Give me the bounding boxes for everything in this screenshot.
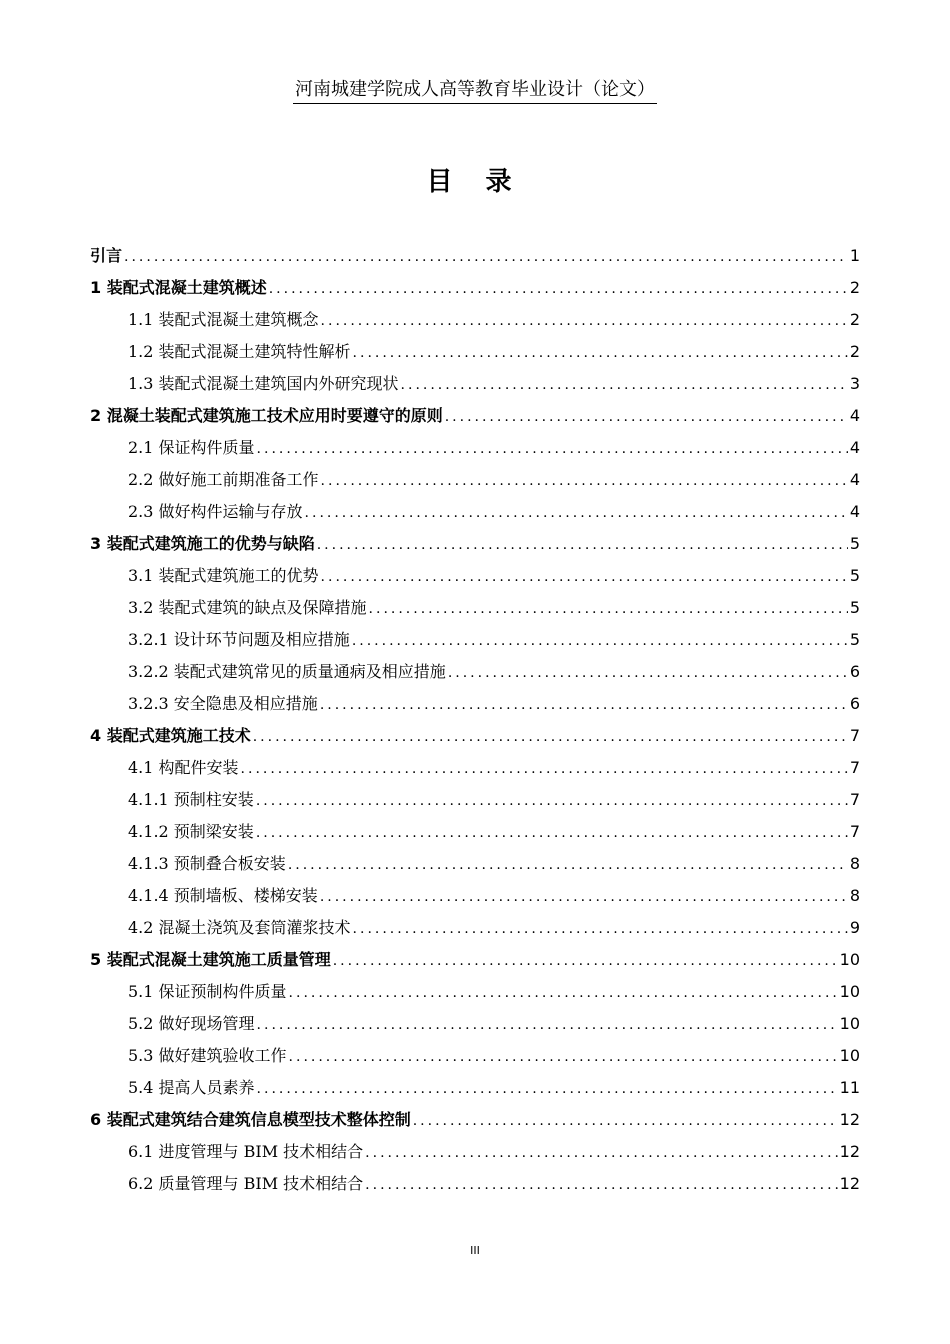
toc-entry-page: 3 [849,374,860,393]
toc-entry[interactable] [90,688,860,720]
toc-entry-title: 2 混凝土装配式建筑施工技术应用时要遵守的原则 [90,406,443,425]
toc-leader-dots [257,433,848,464]
toc-leader-dots [124,241,848,272]
toc-entry-page: 10 [839,1046,860,1065]
toc-leader-dots [321,305,848,336]
toc-entry-page: 4 [849,438,860,457]
toc-entry[interactable] [90,816,860,848]
toc-entry-page: 1 [849,246,860,265]
toc-entry-title: 3.1 装配式建筑施工的优势 [128,566,319,585]
toc-entry-title: 4.2 混凝土浇筑及套筒灌浆技术 [128,918,351,937]
toc-entry-title: 引言 [90,246,123,265]
toc-entry-page: 12 [839,1142,860,1161]
toc-entry-title: 4.1.1 预制柱安装 [128,790,254,809]
toc-leader-dots [320,881,848,912]
toc-leader-dots [256,785,848,816]
toc-entry-page: 5 [849,630,860,649]
toc-entry[interactable] [90,432,860,464]
toc-leader-dots [269,273,848,304]
toc-entry-page: 11 [839,1078,860,1097]
toc-leader-dots [448,657,848,688]
toc-entry[interactable] [90,720,860,752]
toc-leader-dots [257,1073,838,1104]
toc-entry-page: 8 [849,854,860,873]
toc-entry[interactable] [90,976,860,1008]
toc-entry[interactable] [90,400,860,432]
toc-entry-title: 3.2.1 设计环节问题及相应措施 [128,630,350,649]
toc-entry-title: 5.1 保证预制构件质量 [128,982,287,1001]
toc-entry-title: 4 装配式建筑施工技术 [90,726,251,745]
toc-entry-page: 6 [849,694,860,713]
toc-entry[interactable] [90,336,860,368]
toc-entry-page: 7 [849,758,860,777]
toc-entry-title: 4.1.3 预制叠合板安装 [128,854,286,873]
toc-entry[interactable] [90,272,860,304]
toc-entry-title: 4.1.4 预制墙板、楼梯安装 [128,886,318,905]
toc-entry[interactable] [90,592,860,624]
toc-entry-page: 6 [849,662,860,681]
toc-entry[interactable] [90,368,860,400]
toc-entry-title: 4.1 构配件安装 [128,758,239,777]
toc-entry-title: 2.2 做好施工前期准备工作 [128,470,319,489]
toc-leader-dots [321,465,848,496]
toc-entry-title: 3.2.2 装配式建筑常见的质量通病及相应措施 [128,662,446,681]
toc-entry-title: 5.2 做好现场管理 [128,1014,255,1033]
toc-entry[interactable] [90,528,860,560]
toc-entry-title: 2.3 做好构件运输与存放 [128,502,303,521]
toc-entry[interactable] [90,1008,860,1040]
toc-entry-title: 3 装配式建筑施工的优势与缺陷 [90,534,315,553]
toc-entry-page: 5 [849,534,860,553]
toc-leader-dots [321,561,848,592]
toc-entry[interactable] [90,560,860,592]
toc-leader-dots [369,593,848,624]
toc-entry-page: 10 [839,1014,860,1033]
toc-entry[interactable] [90,1104,860,1136]
toc-leader-dots [365,1169,837,1200]
table-of-contents [90,240,860,1200]
toc-entry-title: 3.2 装配式建筑的缺点及保障措施 [128,598,367,617]
toc-leader-dots [288,849,848,880]
toc-leader-dots [253,721,848,752]
toc-entry-title: 2.1 保证构件质量 [128,438,255,457]
toc-leader-dots [241,753,848,784]
toc-entry-title: 5.3 做好建筑验收工作 [128,1046,287,1065]
toc-entry-page: 4 [849,502,860,521]
toc-leader-dots [445,401,848,432]
toc-entry[interactable] [90,496,860,528]
toc-entry-title: 6 装配式建筑结合建筑信息模型技术整体控制 [90,1110,411,1129]
toc-entry-page: 7 [849,726,860,745]
toc-entry-page: 12 [839,1110,860,1129]
toc-entry-title: 1.3 装配式混凝土建筑国内外研究现状 [128,374,399,393]
page-title: 目 录 [426,167,524,197]
toc-entry-title: 6.2 质量管理与 BIM 技术相结合 [128,1174,364,1193]
toc-entry-page: 10 [839,950,860,969]
toc-entry[interactable] [90,752,860,784]
toc-leader-dots [317,529,848,560]
toc-entry-page: 7 [849,822,860,841]
toc-entry-title: 1 装配式混凝土建筑概述 [90,278,267,297]
toc-leader-dots [257,1009,838,1040]
toc-entry-title: 1.1 装配式混凝土建筑概念 [128,310,319,329]
toc-leader-dots [305,497,848,528]
toc-entry[interactable] [90,656,860,688]
toc-entry-title: 5.4 提高人员素养 [128,1078,255,1097]
toc-leader-dots [413,1105,838,1136]
toc-leader-dots [353,913,848,944]
toc-entry-title: 4.1.2 预制梁安装 [128,822,254,841]
toc-entry-page: 5 [849,598,860,617]
toc-entry[interactable] [90,304,860,336]
toc-entry[interactable] [90,240,860,272]
toc-entry[interactable] [90,912,860,944]
toc-entry-title: 5 装配式混凝土建筑施工质量管理 [90,950,331,969]
toc-entry[interactable] [90,624,860,656]
toc-entry-page: 2 [849,310,860,329]
toc-entry[interactable] [90,784,860,816]
toc-entry-page: 8 [849,886,860,905]
toc-entry-page: 10 [839,982,860,1001]
toc-entry-page: 12 [839,1174,860,1193]
toc-entry[interactable] [90,1072,860,1104]
header-text: 河南城建学院成人高等教育毕业设计（论文） [293,78,657,104]
toc-entry-page: 4 [849,470,860,489]
toc-entry[interactable] [90,1040,860,1072]
toc-leader-dots [333,945,838,976]
page-number: III [470,1244,480,1257]
toc-leader-dots [401,369,848,400]
toc-entry-title: 6.1 进度管理与 BIM 技术相结合 [128,1142,364,1161]
toc-leader-dots [289,977,838,1008]
toc-entry[interactable] [90,944,860,976]
toc-leader-dots [289,1041,838,1072]
toc-leader-dots [256,817,848,848]
toc-entry-page: 2 [849,278,860,297]
toc-leader-dots [320,689,848,720]
toc-leader-dots [365,1137,837,1168]
toc-entry-page: 7 [849,790,860,809]
toc-leader-dots [353,337,848,368]
toc-entry-page: 4 [849,406,860,425]
toc-entry[interactable] [90,848,860,880]
toc-entry[interactable] [90,1136,860,1168]
toc-entry[interactable] [90,464,860,496]
toc-entry-page: 9 [849,918,860,937]
toc-leader-dots [352,625,848,656]
toc-entry[interactable] [90,880,860,912]
toc-entry-title: 1.2 装配式混凝土建筑特性解析 [128,342,351,361]
toc-entry-page: 2 [849,342,860,361]
toc-entry[interactable] [90,1168,860,1200]
page-header [0,78,950,104]
toc-entry-title: 3.2.3 安全隐患及相应措施 [128,694,318,713]
toc-entry-page: 5 [849,566,860,585]
